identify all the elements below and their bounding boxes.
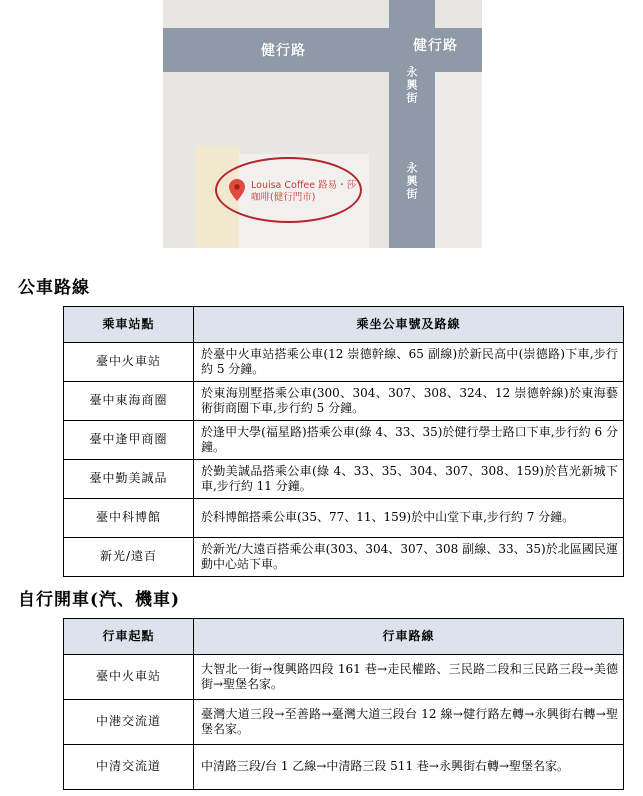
- map-block: [435, 72, 482, 248]
- place-label[interactable]: Louisa Coffee 路易・莎咖啡(健行門市): [251, 180, 357, 203]
- table-row: [64, 460, 624, 499]
- road-label: 永興街: [405, 66, 418, 105]
- table-row: [64, 382, 624, 421]
- column-header: 行車起點: [64, 619, 194, 655]
- route-cell: 大智北一街→復興路四段 161 巷→走民權路、三民路二段和三民路三段→美德街→聖堡名家。: [194, 655, 624, 700]
- table-row: [64, 745, 624, 790]
- drive-route-table: [63, 618, 624, 790]
- road-label: 永興街: [405, 162, 418, 201]
- road-label: 健行路: [413, 38, 458, 54]
- station-cell: 臺中勤美誠品: [64, 460, 194, 499]
- table-row: [64, 538, 624, 577]
- station-cell: 新光/遠百: [64, 538, 194, 577]
- route-cell: 於東海別墅搭乘公車(300、304、307、308、324、12 崇德幹線)於東海藝術街商圈下車,步行約 5 分鐘。: [194, 382, 624, 421]
- drive-section-title: 自行開車(汽、機車): [18, 590, 181, 610]
- location-map[interactable]: [163, 0, 482, 248]
- table-row: [64, 343, 624, 382]
- column-header: 行車路線: [194, 619, 624, 655]
- route-cell: 中清路三段/台 1 乙線→中清路三段 511 巷→永興街右轉→聖堡名家。: [194, 745, 624, 790]
- bus-section-title: 公車路線: [18, 278, 90, 298]
- station-cell: 臺中科博館: [64, 499, 194, 538]
- start-cell: 中港交流道: [64, 700, 194, 745]
- station-cell: 臺中東海商圈: [64, 382, 194, 421]
- table-row: [64, 499, 624, 538]
- start-cell: 中清交流道: [64, 745, 194, 790]
- column-header: 乘車站點: [64, 307, 194, 343]
- route-cell: 於臺中火車站搭乘公車(12 崇德幹線、65 副線)於新民高中(崇德路)下車,步行約 5 分鐘。: [194, 343, 624, 382]
- table-header-row: [64, 307, 624, 343]
- bus-route-table: [63, 306, 624, 577]
- station-cell: 臺中火車站: [64, 343, 194, 382]
- route-cell: 於新光/大遠百搭乘公車(303、304、307、308 副線、33、35)於北區國民運動中心站下車。: [194, 538, 624, 577]
- route-cell: 於勤美誠品搭乘公車(綠 4、33、35、304、307、308、159)於苢光新城下車,步行約 11 分鐘。: [194, 460, 624, 499]
- map-pin-icon[interactable]: [229, 179, 245, 201]
- route-cell: 臺灣大道三段→至善路→臺灣大道三段台 12 線→健行路左轉→永興街右轉→聖堡名家。: [194, 700, 624, 745]
- column-header: 乘坐公車號及路線: [194, 307, 624, 343]
- route-cell: 於科博館搭乘公車(35、77、11、159)於中山堂下車,步行約 7 分鐘。: [194, 499, 624, 538]
- route-cell: 於逢甲大學(福星路)搭乘公車(綠 4、33、35)於健行學士路口下車,步行約 6 分鐘。: [194, 421, 624, 460]
- table-row: [64, 700, 624, 745]
- table-row: [64, 421, 624, 460]
- table-header-row: [64, 619, 624, 655]
- station-cell: 臺中逢甲商圈: [64, 421, 194, 460]
- road-label: 健行路: [261, 43, 306, 59]
- start-cell: 臺中火車站: [64, 655, 194, 700]
- table-row: [64, 655, 624, 700]
